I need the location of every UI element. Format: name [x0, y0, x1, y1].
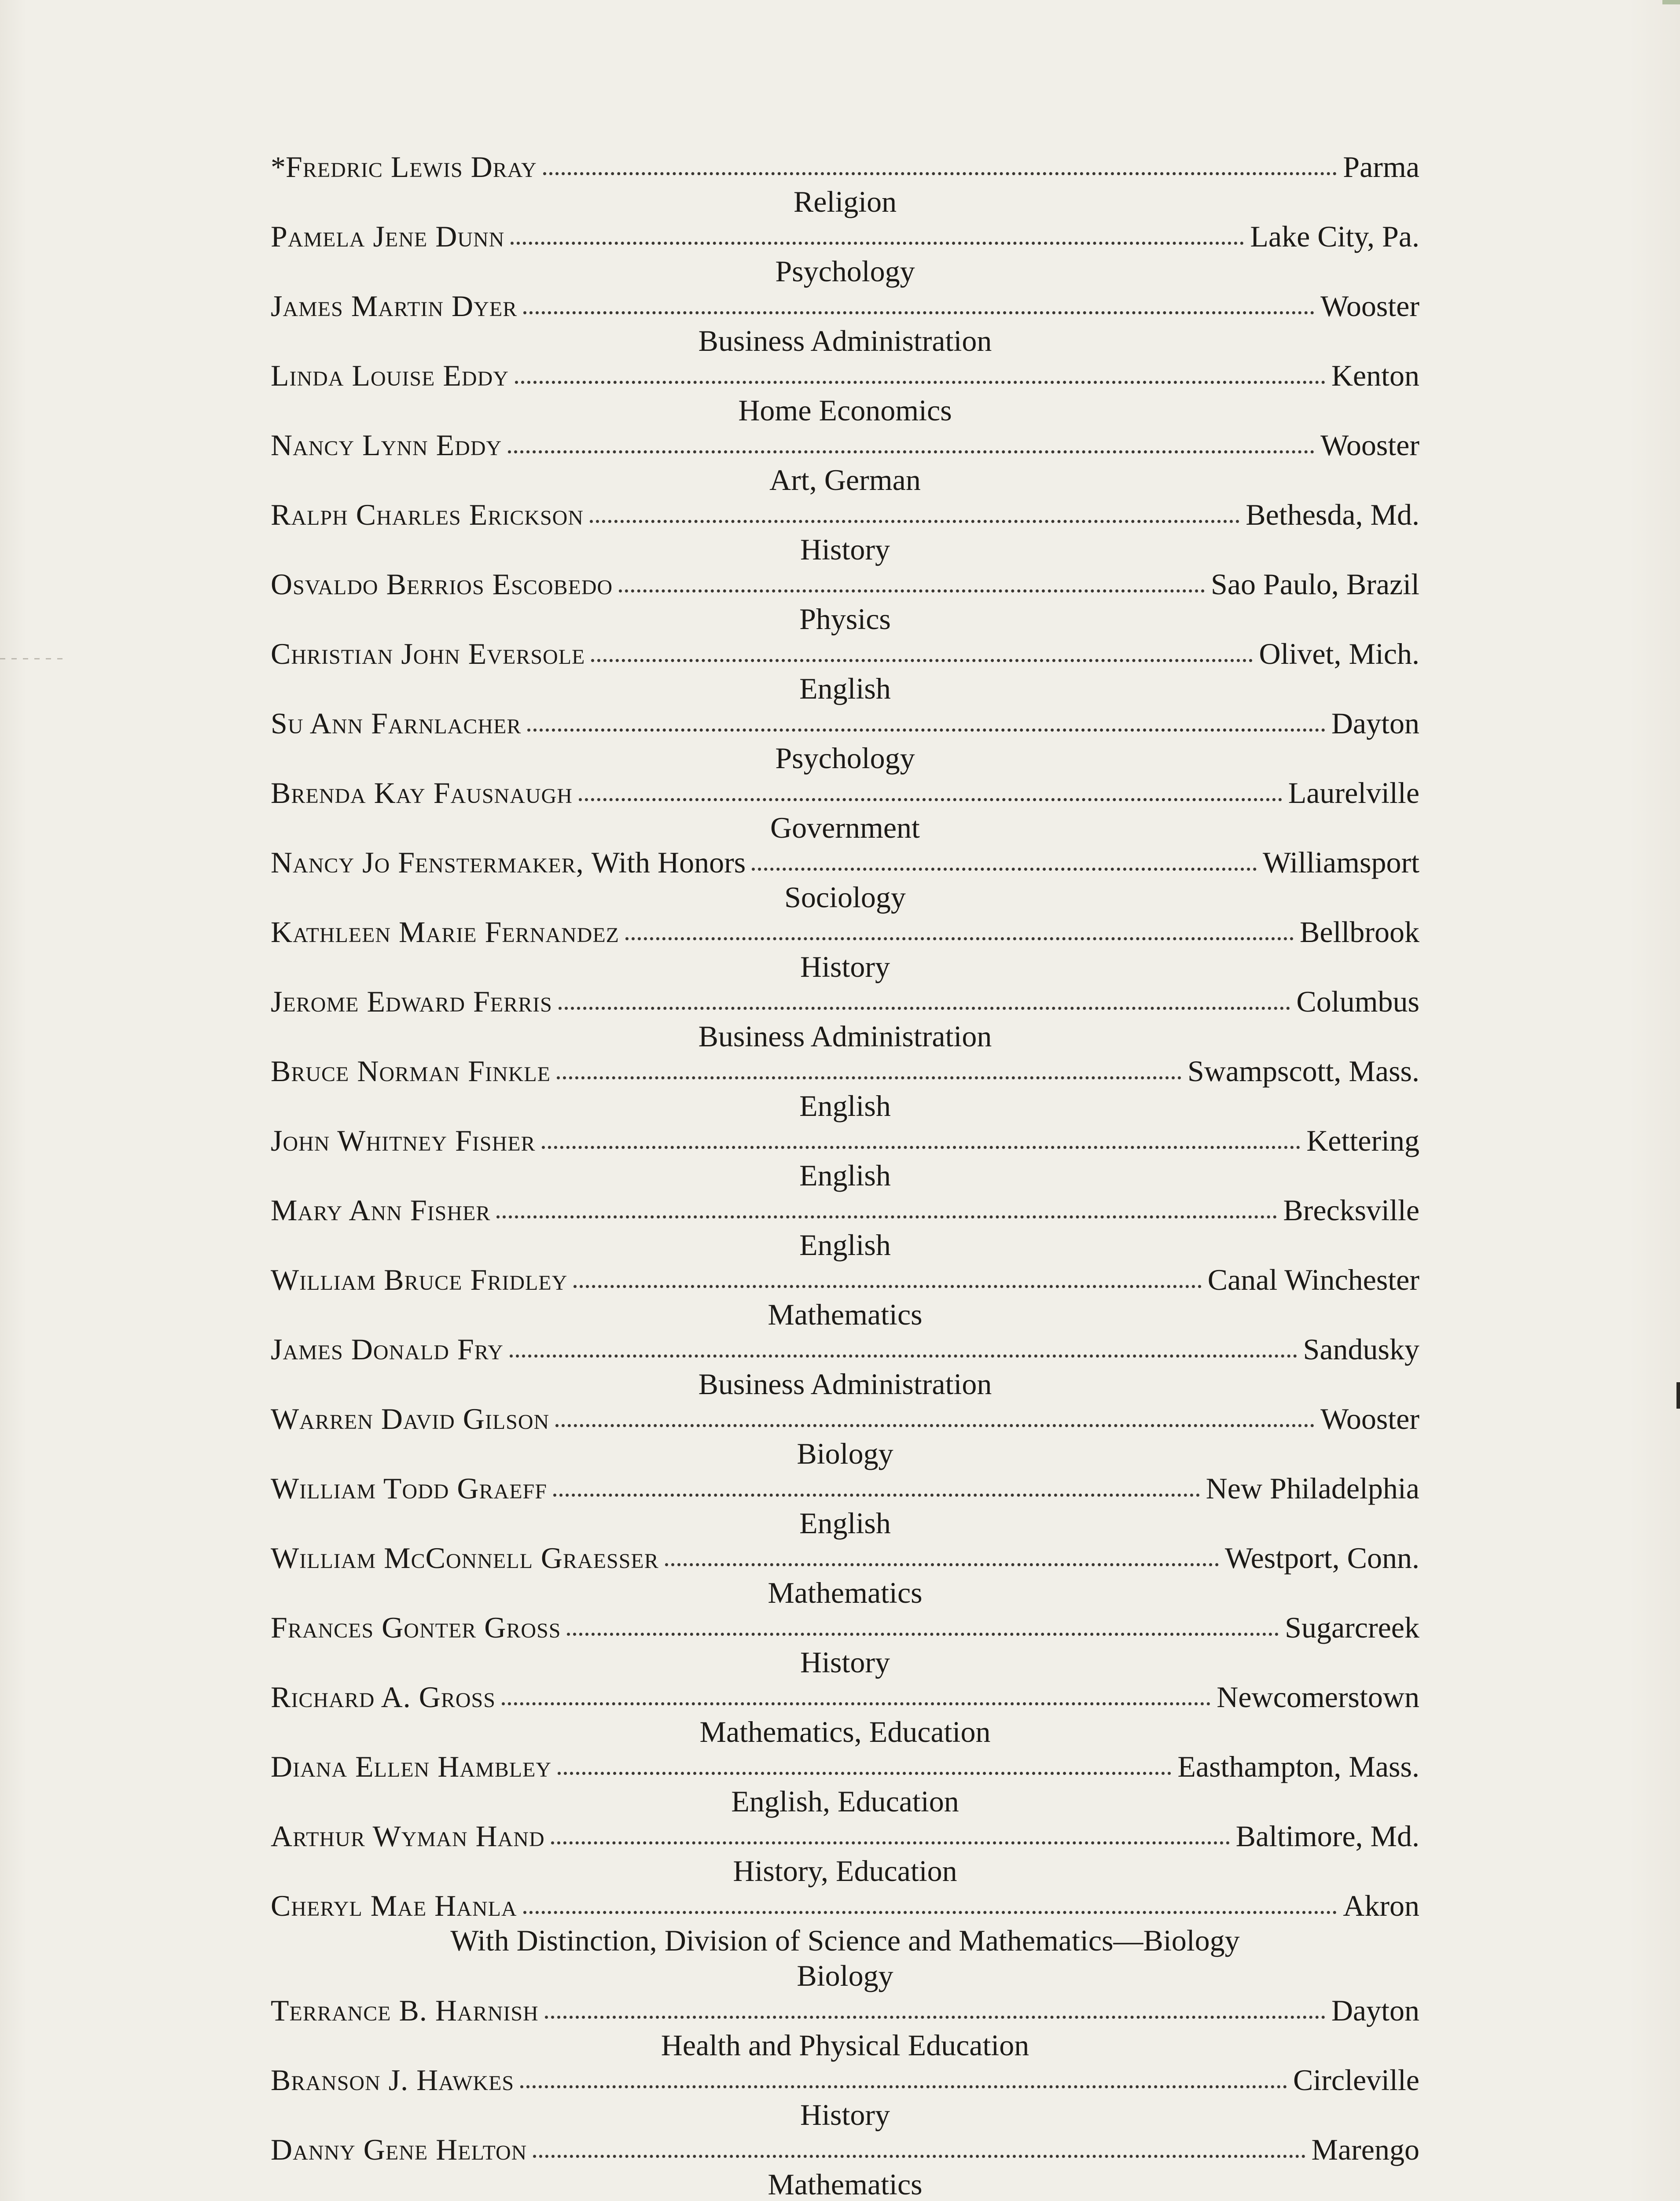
asterisk-mark: * — [271, 150, 286, 184]
dot-leader — [619, 589, 1205, 593]
graduate-entry — [271, 984, 1419, 1054]
major-line: Health and Physical Education — [661, 2028, 1029, 2062]
graduate-name: Mary Ann Fisher — [271, 1193, 491, 1227]
graduate-line — [271, 1541, 1419, 1575]
dot-leader — [515, 381, 1325, 384]
dot-leader — [752, 868, 1257, 871]
graduate-name: Terrance B. Harnish — [271, 1994, 539, 2027]
major-line: History — [800, 1645, 890, 1679]
hometown: Brecksville — [1283, 1193, 1419, 1227]
graduate-name: Warren David Gilson — [271, 1402, 550, 1435]
dot-leader — [520, 2085, 1287, 2088]
hometown: Sao Paulo, Brazil — [1210, 567, 1419, 601]
graduate-name: William McConnell Graesser — [271, 1541, 659, 1575]
graduate-name: Arthur Wyman Hand — [271, 1819, 545, 1853]
graduate-entry — [271, 1262, 1419, 1332]
hometown: Westport, Conn. — [1224, 1541, 1419, 1575]
graduate-name: Richard A. Gross — [271, 1680, 496, 1714]
graduate-line — [271, 637, 1419, 671]
hometown: Canal Winchester — [1207, 1263, 1419, 1296]
hometown: Marengo — [1311, 2133, 1419, 2166]
graduate-name: William Bruce Fridley — [271, 1263, 568, 1296]
hometown: Lake City, Pa. — [1250, 220, 1419, 253]
graduate-name: Fredric Lewis Dray — [286, 150, 537, 184]
honors-label: With Honors — [591, 846, 746, 879]
graduate-line — [271, 1054, 1419, 1088]
graduate-entry — [271, 1819, 1419, 1888]
graduate-line — [271, 1749, 1419, 1784]
major-line: Home Economics — [738, 394, 952, 427]
graduate-line — [271, 428, 1419, 462]
graduate-entry — [271, 1054, 1419, 1123]
graduate-line — [271, 1262, 1419, 1297]
dot-leader — [665, 1563, 1219, 1566]
hometown: Wooster — [1320, 289, 1419, 323]
hometown: Columbus — [1296, 985, 1419, 1018]
hometown: Wooster — [1320, 428, 1419, 462]
hometown: Kettering — [1306, 1124, 1419, 1157]
hometown: Olivet, Mich. — [1259, 637, 1419, 670]
hometown: Newcomerstown — [1217, 1680, 1419, 1714]
graduate-line — [271, 289, 1419, 323]
graduate-line — [271, 1471, 1419, 1505]
graduate-entry — [271, 1123, 1419, 1193]
hometown: Dayton — [1331, 1994, 1419, 2027]
graduate-line — [271, 1123, 1419, 1158]
graduate-line — [271, 1993, 1419, 2028]
dot-leader — [496, 1215, 1277, 1218]
graduate-line — [271, 2063, 1419, 2097]
graduate-name: Pamela Jene Dunn — [271, 220, 505, 253]
graduate-name: Cheryl Mae Hanla — [271, 1889, 517, 1922]
hometown: Laurelville — [1288, 776, 1419, 810]
graduate-name: William Todd Graeff — [271, 1472, 547, 1505]
graduate-line — [271, 358, 1419, 393]
graduate-name: Jerome Edward Ferris — [271, 985, 552, 1018]
graduate-line — [271, 497, 1419, 532]
graduate-roster — [271, 150, 1419, 2201]
graduate-entry — [271, 1332, 1419, 1402]
hometown: Swampscott, Mass. — [1187, 1054, 1419, 1088]
graduate-entry — [271, 1993, 1419, 2063]
major-line: Sociology — [784, 880, 906, 914]
hometown: Easthampton, Mass. — [1177, 1750, 1419, 1783]
graduate-entry — [271, 915, 1419, 984]
hometown: Akron — [1343, 1889, 1419, 1922]
major-line: Mathematics — [768, 1298, 923, 1331]
hometown: Circleville — [1293, 2063, 1419, 2097]
major-line: History, Education — [733, 1854, 957, 1888]
hometown: Williamsport — [1262, 846, 1419, 879]
dot-leader — [625, 937, 1294, 940]
dot-leader — [527, 729, 1325, 732]
major-line: English — [799, 1159, 891, 1192]
dot-leader — [523, 311, 1314, 314]
major-line: English — [799, 1506, 891, 1540]
graduate-entry — [271, 845, 1419, 915]
dot-leader — [533, 2155, 1305, 2158]
graduate-entry — [271, 1471, 1419, 1541]
graduate-entry — [271, 637, 1419, 706]
graduate-name: Danny Gene Helton — [271, 2133, 527, 2166]
dot-leader — [591, 659, 1253, 662]
graduate-name: Ralph Charles Erickson — [271, 498, 584, 531]
graduate-line — [271, 1610, 1419, 1645]
major-line: Business Administration — [698, 1020, 992, 1053]
dot-leader — [559, 1007, 1290, 1010]
graduate-entry — [271, 1888, 1419, 1993]
major-line: Business Administration — [698, 1367, 992, 1401]
graduate-name: Frances Gonter Gross — [271, 1611, 561, 1644]
major-line: Mathematics, Education — [699, 1715, 991, 1748]
dot-leader — [508, 450, 1314, 453]
graduate-line — [271, 1819, 1419, 1853]
graduate-line — [271, 706, 1419, 740]
major-line: English, Education — [731, 1785, 959, 1818]
dot-leader — [551, 1841, 1230, 1844]
dot-leader — [542, 1146, 1301, 1149]
graduate-entry — [271, 1541, 1419, 1610]
graduate-entry — [271, 219, 1419, 289]
distinction-line: With Distinction, Division of Science and Mathematics—Biology — [450, 1924, 1240, 1957]
dot-leader — [557, 1076, 1181, 1079]
major-line: History — [800, 2098, 890, 2131]
graduate-name: James Donald Fry — [271, 1332, 504, 1366]
graduate-line — [271, 2132, 1419, 2167]
major-line: Biology — [797, 1959, 893, 1992]
graduate-entry — [271, 706, 1419, 776]
graduate-line — [271, 1402, 1419, 1436]
graduate-name: Linda Louise Eddy — [271, 359, 509, 392]
graduate-entry — [271, 776, 1419, 845]
graduate-line — [271, 984, 1419, 1019]
graduate-name: Osvaldo Berrios Escobedo — [271, 567, 613, 601]
graduate-line — [271, 1680, 1419, 1714]
hometown: Parma — [1343, 150, 1419, 184]
graduate-entry — [271, 428, 1419, 497]
graduate-line — [271, 1332, 1419, 1366]
corner-mark — [1662, 0, 1680, 4]
hometown: Sandusky — [1303, 1332, 1419, 1366]
major-line: History — [800, 533, 890, 566]
major-line: Biology — [797, 1437, 893, 1470]
graduate-name: Branson J. Hawkes — [271, 2063, 515, 2097]
dot-leader — [590, 520, 1239, 523]
graduate-name: John Whitney Fisher — [271, 1124, 536, 1157]
graduate-entry — [271, 1680, 1419, 1749]
major-line: Mathematics — [768, 1576, 923, 1609]
dot-leader — [510, 1354, 1297, 1358]
dot-leader — [545, 2016, 1325, 2019]
graduate-line — [271, 1888, 1419, 1923]
hometown: New Philadelphia — [1206, 1472, 1419, 1505]
hometown: Baltimore, Md. — [1235, 1819, 1419, 1853]
hometown: Bellbrook — [1300, 915, 1419, 949]
graduate-line — [271, 845, 1419, 880]
hometown: Kenton — [1331, 359, 1419, 392]
dot-leader — [555, 1424, 1314, 1427]
dot-leader — [573, 1285, 1201, 1288]
graduate-name: Brenda Kay Fausnaugh — [271, 776, 573, 810]
graduate-entry — [271, 289, 1419, 358]
graduate-entry — [271, 497, 1419, 567]
fold-mark — [0, 658, 66, 659]
graduate-line — [271, 567, 1419, 601]
major-line: Psychology — [775, 254, 915, 288]
major-line: Physics — [799, 602, 891, 636]
hometown: Sugarcreek — [1285, 1611, 1419, 1644]
graduate-entry — [271, 2132, 1419, 2201]
dot-leader — [567, 1633, 1279, 1636]
graduate-name: Nancy Jo Fenstermaker, — [271, 846, 584, 879]
graduate-name: Nancy Lynn Eddy — [271, 428, 502, 462]
major-line: Psychology — [775, 741, 915, 775]
graduate-entry — [271, 567, 1419, 637]
dot-leader — [523, 1911, 1337, 1914]
edge-mark — [1676, 1382, 1680, 1409]
graduate-name: Su Ann Farnlacher — [271, 707, 522, 740]
graduate-line — [271, 150, 1419, 184]
dot-leader — [553, 1494, 1200, 1497]
dot-leader — [543, 172, 1337, 175]
graduate-name: Christian John Eversole — [271, 637, 585, 670]
hometown: Bethesda, Md. — [1246, 498, 1419, 531]
graduate-entry — [271, 150, 1419, 219]
graduate-line — [271, 776, 1419, 810]
graduate-entry — [271, 1402, 1419, 1471]
dot-leader — [502, 1702, 1210, 1705]
graduate-line — [271, 1193, 1419, 1227]
graduate-entry — [271, 1193, 1419, 1262]
graduate-name: Bruce Norman Finkle — [271, 1054, 551, 1088]
hometown: Dayton — [1331, 707, 1419, 740]
graduate-line — [271, 219, 1419, 254]
dot-leader — [558, 1772, 1171, 1775]
graduate-name: Kathleen Marie Fernandez — [271, 915, 619, 949]
major-line: Religion — [793, 185, 897, 218]
major-line: Business Administration — [698, 324, 992, 357]
dot-leader — [511, 242, 1244, 245]
hometown: Wooster — [1320, 1402, 1419, 1435]
major-line: English — [799, 672, 891, 705]
graduate-name: Diana Ellen Hambley — [271, 1750, 552, 1783]
major-line: Mathematics — [768, 2168, 923, 2201]
major-line: Art, German — [769, 463, 921, 497]
major-line: History — [800, 950, 890, 983]
graduate-name: James Martin Dyer — [271, 289, 518, 323]
major-line: English — [799, 1228, 891, 1262]
graduate-entry — [271, 1610, 1419, 1680]
major-line: English — [799, 1089, 891, 1123]
major-line: Government — [770, 811, 920, 844]
dot-leader — [579, 798, 1282, 801]
graduate-entry — [271, 358, 1419, 428]
graduate-entry — [271, 2063, 1419, 2132]
graduate-entry — [271, 1749, 1419, 1819]
graduate-line — [271, 915, 1419, 949]
